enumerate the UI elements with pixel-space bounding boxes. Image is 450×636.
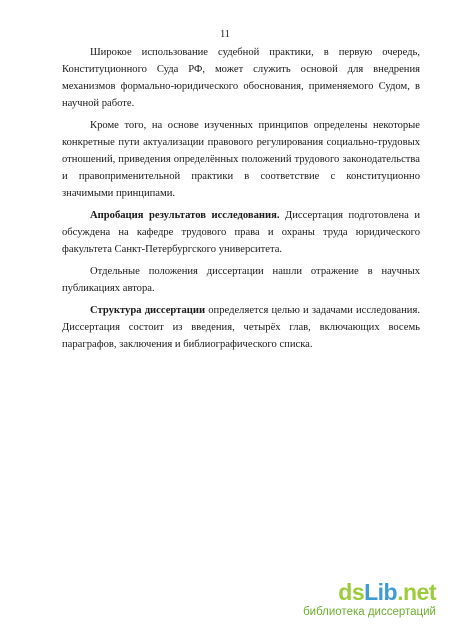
page-number: 11 bbox=[219, 29, 231, 40]
paragraph-5 bbox=[62, 302, 420, 353]
paragraph-1-text: Широкое использование судебной практики, в первую очередь, Конституционного Суда РФ, может служить основой для внедрения механизмов формально-юридического обоснования, применяемого Судом, в научной работе. bbox=[62, 47, 420, 109]
paragraph-1 bbox=[62, 44, 420, 112]
paragraph-2 bbox=[62, 117, 420, 202]
paragraph-4-text: Отдельные положения диссертации нашли отражение в научных публикациях автора. bbox=[62, 266, 420, 294]
paragraph-3-bold: Апробация результатов исследования. bbox=[90, 210, 280, 221]
dslib-logo[interactable] bbox=[338, 580, 436, 604]
logo-net: .net bbox=[397, 579, 436, 605]
paragraph-5-bold: Структура диссертации bbox=[90, 305, 206, 316]
logo-ds: ds bbox=[338, 579, 365, 605]
logo-lib: Lib bbox=[364, 579, 398, 605]
paragraph-2-text: Кроме того, на основе изученных принципов определены некоторые конкретные пути актуализации правового регулирования социально-трудовых отношений, приведения определённых положений трудового законодательства и правоприменительной практики в соответствие с конституционно значимыми принципами. bbox=[62, 120, 420, 199]
watermark-caption: библиотека диссертаций bbox=[303, 606, 436, 618]
paragraph-3-text: Диссертация подготовлена и обсуждена на кафедре трудового права и охраны труда юридического факультета Санкт-Петербургского университета. bbox=[62, 210, 421, 255]
paragraph-3 bbox=[62, 207, 420, 258]
paragraph-4 bbox=[62, 263, 420, 297]
body-text bbox=[62, 44, 420, 358]
paragraph-5-text: определяется целью и задачами исследования. Диссертация состоит из введения, четырёх глав, включающих восемь параграфов, заключения и библиографического списка. bbox=[62, 305, 420, 350]
dslib-watermark[interactable] bbox=[303, 579, 436, 622]
